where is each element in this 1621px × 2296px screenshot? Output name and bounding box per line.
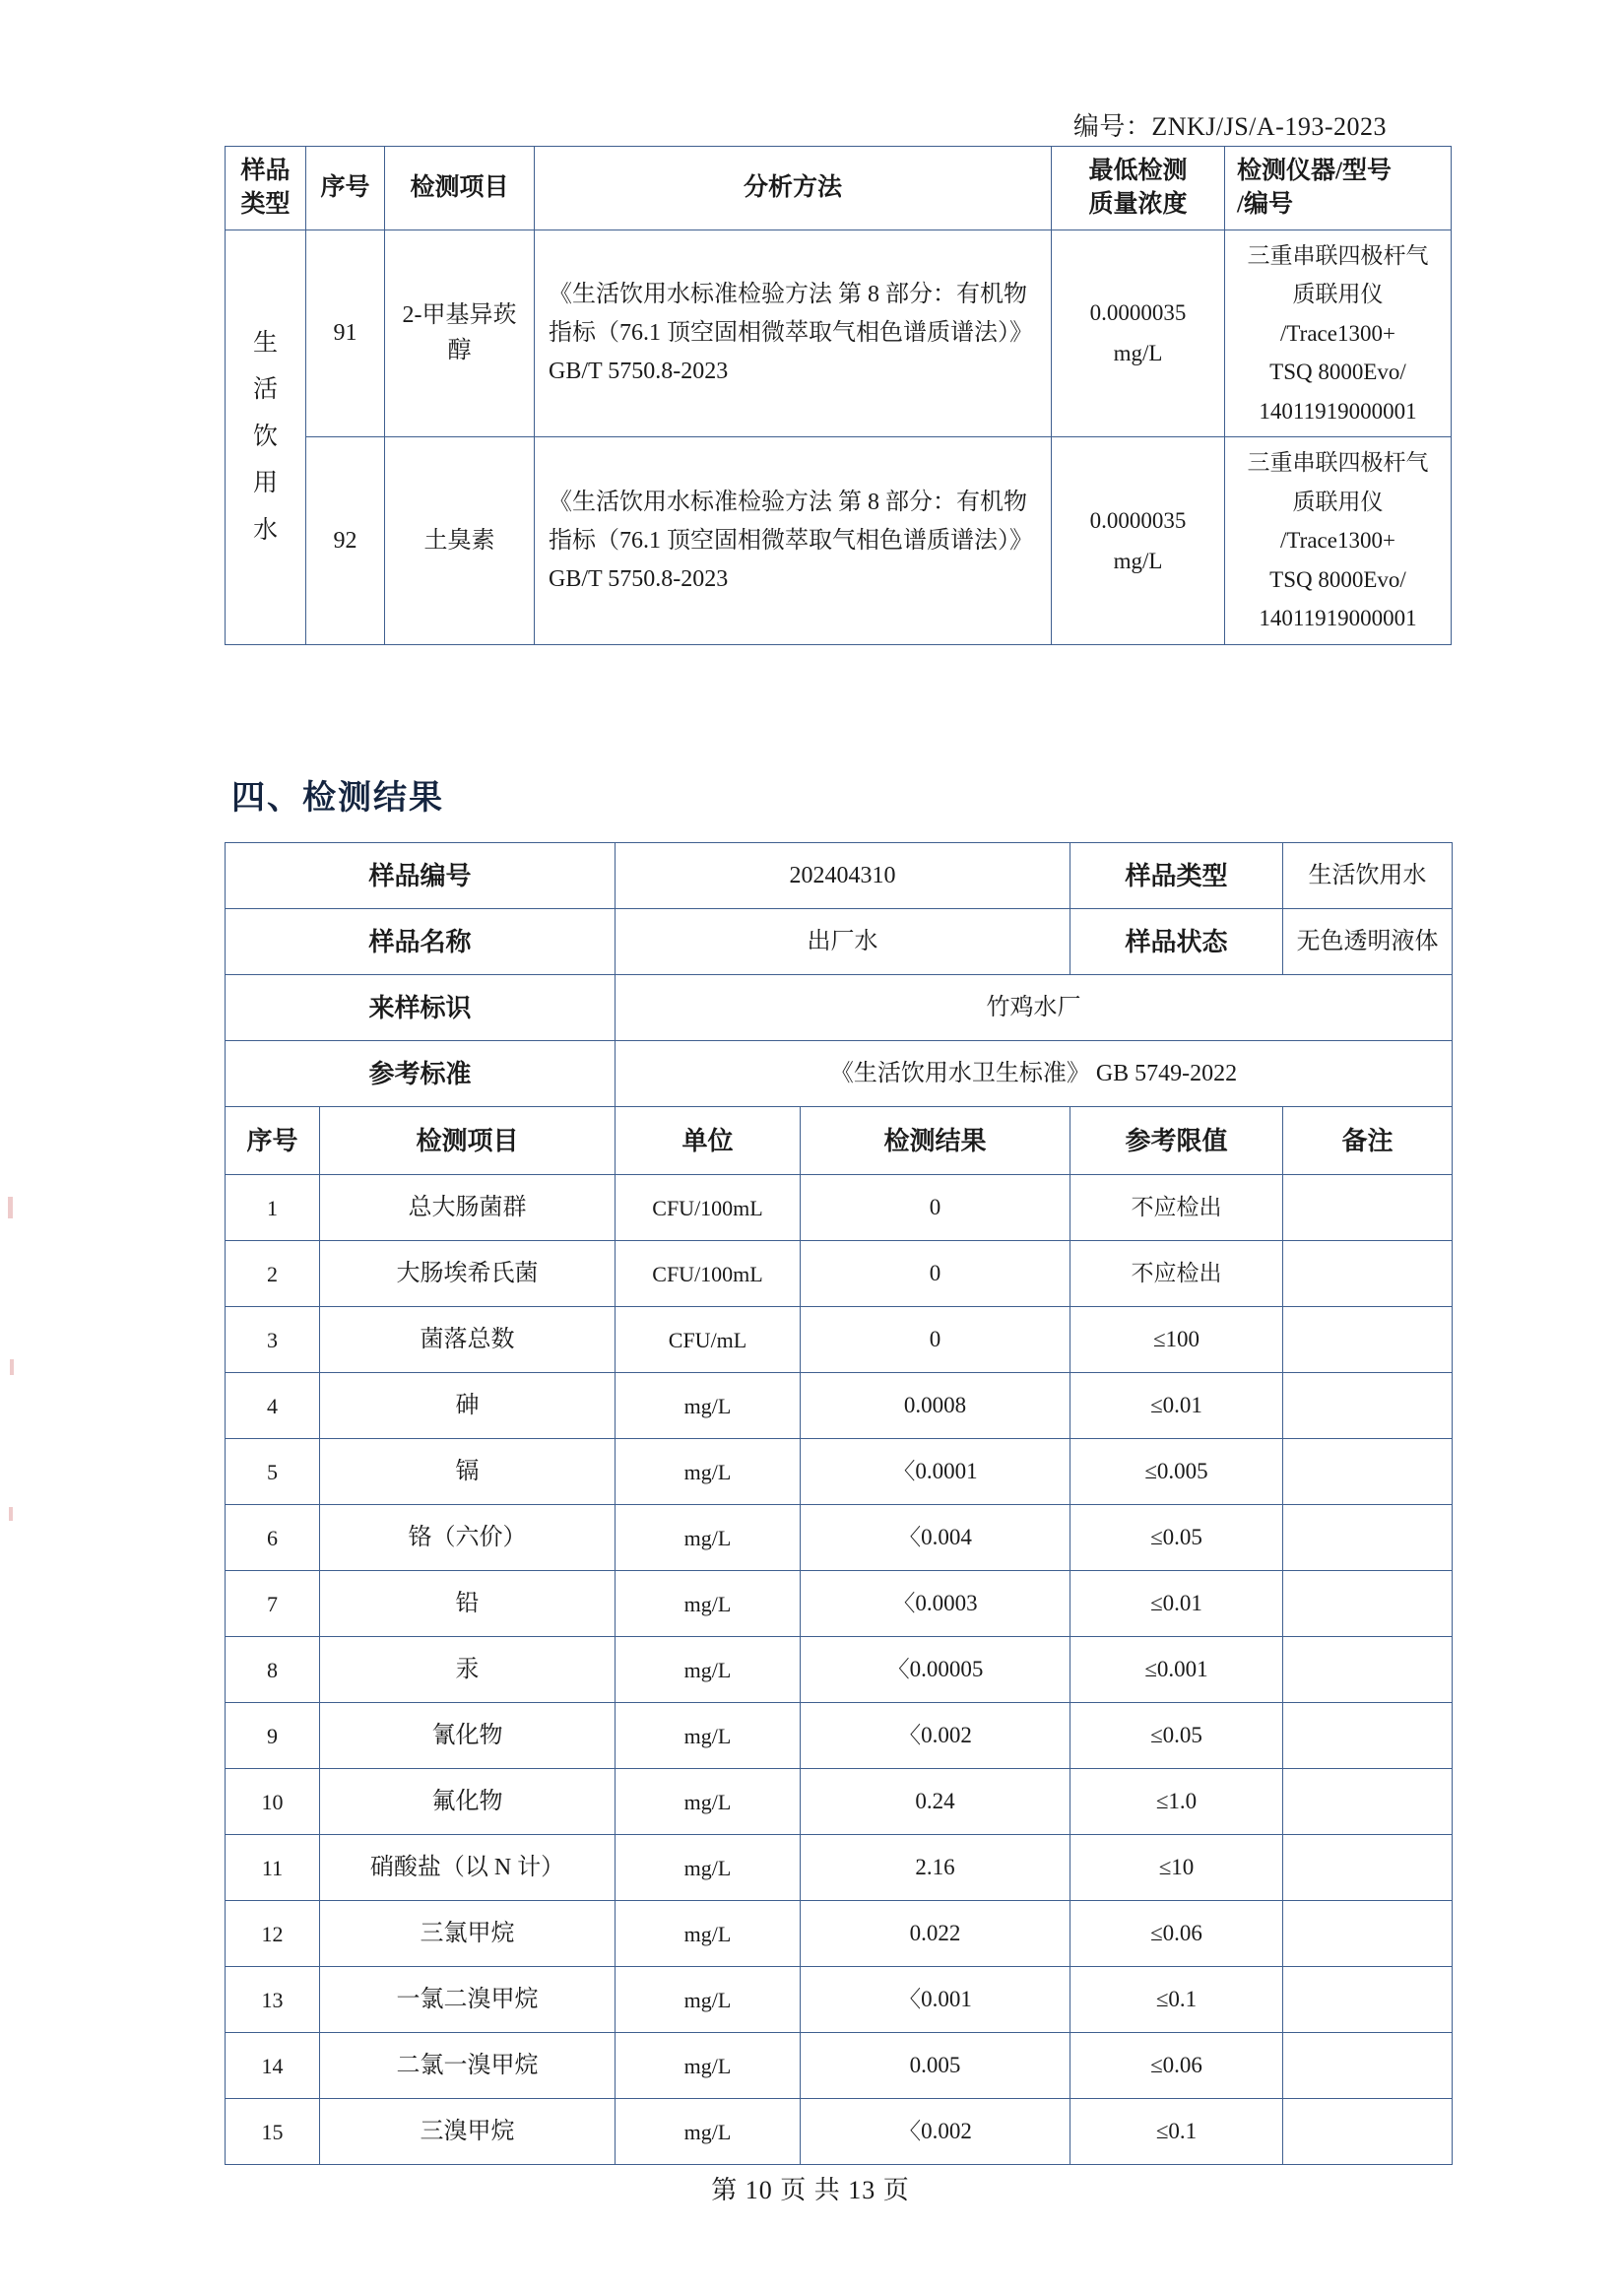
column-header-no: 序号 (226, 1107, 320, 1175)
cell-note (1283, 1703, 1453, 1769)
cell-item: 铬（六价） (320, 1505, 616, 1571)
cell-result: 〈0.0001 (801, 1439, 1070, 1505)
cell-note (1283, 1175, 1453, 1241)
cell-unit: CFU/100mL (616, 1175, 801, 1241)
cell-no: 8 (226, 1637, 320, 1703)
cell-result: 0.005 (801, 2033, 1070, 2099)
info-row-sample-mark (226, 975, 1453, 1041)
table-row (226, 1373, 1453, 1439)
info-row-sample-no (226, 843, 1453, 909)
cell-limit: ≤1.0 (1070, 1769, 1283, 1835)
table-row (226, 1439, 1453, 1505)
cell-no: 15 (226, 2099, 320, 2165)
value-sample-mark: 竹鸡水厂 (616, 975, 1453, 1041)
cell-no: 14 (226, 2033, 320, 2099)
value-sample-name: 出厂水 (616, 909, 1070, 975)
instrument-line: 14011919000001 (1259, 398, 1417, 424)
cell-unit: mg/L (616, 1835, 801, 1901)
cell-note (1283, 1901, 1453, 1967)
cell-no: 3 (226, 1307, 320, 1373)
header-limit-l2: 质量浓度 (1088, 190, 1188, 218)
scan-artifact (9, 1507, 13, 1521)
cell-unit: CFU/mL (616, 1307, 801, 1373)
table-row (226, 1505, 1453, 1571)
instrument-line: 14011919000001 (1259, 606, 1417, 631)
limit-unit: mg/L (1113, 549, 1163, 574)
cell-no: 12 (226, 1901, 320, 1967)
cell-limit: ≤0.06 (1070, 1901, 1283, 1967)
table-row (226, 2033, 1453, 2099)
cell-item: 二氯一溴甲烷 (320, 2033, 616, 2099)
cell-result: 0.022 (801, 1901, 1070, 1967)
cell-result: 〈0.004 (801, 1505, 1070, 1571)
cell-result: 〈0.00005 (801, 1637, 1070, 1703)
cell-unit: mg/L (616, 1505, 801, 1571)
label-sample-name: 样品名称 (226, 909, 616, 975)
cell-item: 汞 (320, 1637, 616, 1703)
cell-unit: mg/L (616, 1373, 801, 1439)
cell-no: 13 (226, 1967, 320, 2033)
column-header-limit: 参考限值 (1070, 1107, 1283, 1175)
header-limit (1052, 147, 1225, 230)
document-number: 编号：ZNKJ/JS/A-193-2023 (1072, 112, 1387, 141)
instrument-line: /Trace1300+ (1280, 320, 1395, 346)
cell-note (1283, 2099, 1453, 2165)
label-sample-type: 样品类型 (1070, 843, 1283, 909)
cell-note (1283, 1307, 1453, 1373)
cell-no: 9 (226, 1703, 320, 1769)
cell-instrument (1225, 230, 1452, 437)
header-sample-type-l1: 样品 (240, 158, 291, 184)
table-row (226, 1703, 1453, 1769)
cell-unit: mg/L (616, 1571, 801, 1637)
table-row (226, 1901, 1453, 1967)
cell-limit: ≤10 (1070, 1835, 1283, 1901)
cell-unit: mg/L (616, 2033, 801, 2099)
cell-item: 菌落总数 (320, 1307, 616, 1373)
label-sample-no: 样品编号 (226, 843, 616, 909)
header-sample-type-l2: 类型 (240, 190, 291, 218)
info-row-reference (226, 1041, 1453, 1107)
cell-unit: mg/L (616, 1967, 801, 2033)
cell-unit: mg/L (616, 2099, 801, 2165)
cell-limit: ≤0.1 (1070, 2099, 1283, 2165)
value-sample-no: 202404310 (616, 843, 1070, 909)
cell-no: 11 (226, 1835, 320, 1901)
instrument-line: /Trace1300+ (1280, 528, 1395, 554)
limit-value: 0.0000035 (1089, 299, 1187, 325)
cell-unit: mg/L (616, 1703, 801, 1769)
cell-item: 一氯二溴甲烷 (320, 1967, 616, 2033)
limit-value: 0.0000035 (1089, 507, 1187, 533)
label-sample-mark: 来样标识 (226, 975, 616, 1041)
value-sample-type: 生活饮用水 (1283, 843, 1453, 909)
cell-unit: mg/L (616, 1637, 801, 1703)
instrument-line: TSQ 8000Evo/ (1269, 566, 1406, 592)
column-header-item: 检测项目 (320, 1107, 616, 1175)
cell-item: 三氯甲烷 (320, 1901, 616, 1967)
cell-no: 10 (226, 1769, 320, 1835)
sample-type-char: 活 (252, 376, 278, 404)
table-row (226, 1175, 1453, 1241)
header-method: 分析方法 (535, 147, 1052, 230)
instrument-line: 三重串联四极杆气 (1247, 242, 1429, 268)
cell-note (1283, 1373, 1453, 1439)
header-index: 序号 (306, 147, 385, 230)
cell-item: 2-甲基异莰醇 (385, 230, 535, 437)
cell-limit (1052, 437, 1225, 645)
page-footer: 第 10 页 共 13 页 (711, 2176, 910, 2204)
methods-row (226, 230, 1452, 437)
limit-unit: mg/L (1113, 341, 1163, 366)
label-reference: 参考标准 (226, 1041, 616, 1107)
table-row (226, 1241, 1453, 1307)
header-item: 检测项目 (385, 147, 535, 230)
cell-limit: ≤0.01 (1070, 1571, 1283, 1637)
cell-instrument (1225, 437, 1452, 645)
cell-limit: ≤100 (1070, 1307, 1283, 1373)
value-sample-state: 无色透明液体 (1283, 909, 1453, 975)
scan-artifact (8, 1197, 13, 1218)
cell-method: 《生活饮用水标准检验方法 第 8 部分：有机物指标（76.1 顶空固相微萃取气相色谱质谱法）》GB/T 5750.8-2023 (535, 230, 1052, 437)
table-row (226, 1571, 1453, 1637)
header-limit-l1: 最低检测 (1088, 158, 1188, 184)
cell-item: 氰化物 (320, 1703, 616, 1769)
cell-result: 2.16 (801, 1835, 1070, 1901)
instrument-line: 质联用仪 (1292, 489, 1384, 514)
cell-result: 〈0.0003 (801, 1571, 1070, 1637)
cell-sample-type (226, 230, 306, 644)
cell-unit: CFU/100mL (616, 1241, 801, 1307)
cell-item: 大肠埃希氏菌 (320, 1241, 616, 1307)
cell-note (1283, 1835, 1453, 1901)
detection-methods-table (225, 146, 1452, 645)
table-row (226, 1637, 1453, 1703)
info-row-sample-name (226, 909, 1453, 975)
header-sample-type (226, 147, 306, 230)
sample-type-char: 饮 (252, 423, 278, 450)
instrument-line: TSQ 8000Evo/ (1269, 360, 1406, 385)
cell-note (1283, 1637, 1453, 1703)
cell-result: 〈0.002 (801, 1703, 1070, 1769)
cell-item: 硝酸盐（以 N 计） (320, 1835, 616, 1901)
cell-note (1283, 1439, 1453, 1505)
cell-limit: 不应检出 (1070, 1175, 1283, 1241)
cell-result: 0 (801, 1307, 1070, 1373)
cell-note (1283, 1967, 1453, 2033)
cell-note (1283, 1505, 1453, 1571)
cell-limit: 不应检出 (1070, 1241, 1283, 1307)
cell-limit: ≤0.05 (1070, 1505, 1283, 1571)
cell-no: 5 (226, 1439, 320, 1505)
cell-item: 总大肠菌群 (320, 1175, 616, 1241)
methods-row (226, 437, 1452, 645)
sample-type-char: 用 (252, 470, 278, 497)
cell-no: 4 (226, 1373, 320, 1439)
sample-type-char: 水 (252, 516, 278, 544)
value-reference: 《生活饮用水卫生标准》 GB 5749-2022 (616, 1041, 1453, 1107)
methods-header-row (226, 147, 1452, 230)
table-row (226, 1307, 1453, 1373)
section-title: 四、检测结果 (231, 780, 444, 817)
header-instrument-l2: /编号 (1237, 190, 1293, 218)
cell-item: 三溴甲烷 (320, 2099, 616, 2165)
cell-result: 〈0.002 (801, 2099, 1070, 2165)
instrument-line: 质联用仪 (1292, 282, 1384, 307)
cell-note (1283, 1769, 1453, 1835)
cell-result: 0 (801, 1241, 1070, 1307)
cell-limit: ≤0.01 (1070, 1373, 1283, 1439)
cell-item: 土臭素 (385, 437, 535, 645)
cell-item: 铅 (320, 1571, 616, 1637)
cell-result: 0.0008 (801, 1373, 1070, 1439)
cell-index: 91 (306, 230, 385, 437)
column-header-note: 备注 (1283, 1107, 1453, 1175)
instrument-line: 三重串联四极杆气 (1247, 450, 1429, 476)
cell-no: 7 (226, 1571, 320, 1637)
cell-unit: mg/L (616, 1901, 801, 1967)
sample-type-char: 生 (252, 329, 278, 357)
cell-index: 92 (306, 437, 385, 645)
cell-note (1283, 1571, 1453, 1637)
table-row (226, 1835, 1453, 1901)
cell-no: 6 (226, 1505, 320, 1571)
cell-result: 0.24 (801, 1769, 1070, 1835)
column-header-result: 检测结果 (801, 1107, 1070, 1175)
table-row (226, 2099, 1453, 2165)
cell-limit: ≤0.05 (1070, 1703, 1283, 1769)
header-instrument-l1: 检测仪器/型号 (1237, 158, 1392, 184)
cell-limit: ≤0.001 (1070, 1637, 1283, 1703)
results-header-row (226, 1107, 1453, 1175)
cell-limit: ≤0.1 (1070, 1967, 1283, 2033)
cell-unit: mg/L (616, 1439, 801, 1505)
cell-limit: ≤0.005 (1070, 1439, 1283, 1505)
cell-result: 0 (801, 1175, 1070, 1241)
cell-note (1283, 2033, 1453, 2099)
cell-item: 砷 (320, 1373, 616, 1439)
test-results-table (225, 842, 1453, 2165)
cell-note (1283, 1241, 1453, 1307)
cell-limit: ≤0.06 (1070, 2033, 1283, 2099)
table-row (226, 1769, 1453, 1835)
label-sample-state: 样品状态 (1070, 909, 1283, 975)
cell-result: 〈0.001 (801, 1967, 1070, 2033)
cell-limit (1052, 230, 1225, 437)
cell-no: 1 (226, 1175, 320, 1241)
header-instrument (1225, 147, 1452, 230)
cell-item: 氟化物 (320, 1769, 616, 1835)
cell-unit: mg/L (616, 1769, 801, 1835)
cell-no: 2 (226, 1241, 320, 1307)
scan-artifact (10, 1359, 14, 1375)
table-row (226, 1967, 1453, 2033)
column-header-unit: 单位 (616, 1107, 801, 1175)
cell-item: 镉 (320, 1439, 616, 1505)
cell-method: 《生活饮用水标准检验方法 第 8 部分：有机物指标（76.1 顶空固相微萃取气相色谱质谱法）》GB/T 5750.8-2023 (535, 437, 1052, 645)
